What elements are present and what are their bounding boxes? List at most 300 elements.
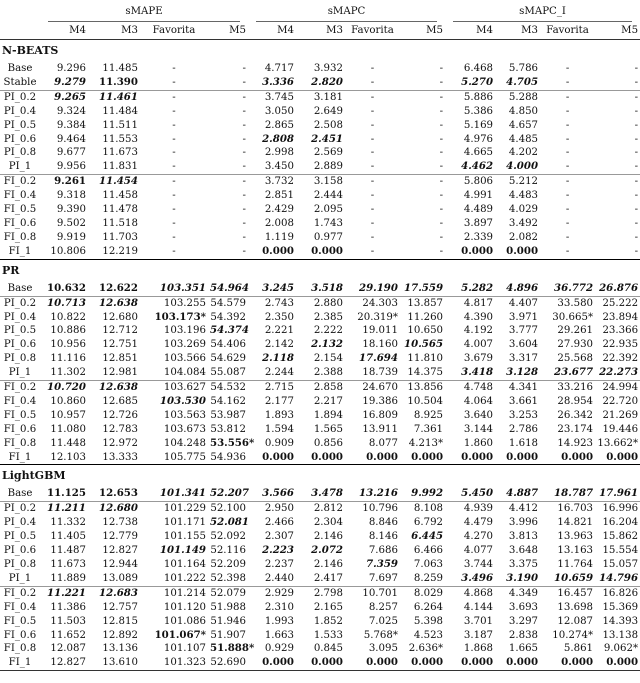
value-cell: 52.207 [210, 487, 249, 500]
value-cell: 13.333 [102, 451, 138, 463]
value-cell: 12.087 [50, 643, 86, 655]
value-cell: 0.000 [445, 656, 495, 670]
value-cell: 54.532 [208, 381, 248, 395]
value-cell: 0.000 [561, 450, 594, 463]
row-label: PI_0.2 [0, 296, 40, 310]
value-cell: 103.269 [163, 339, 206, 351]
value-cell: 2.095 [313, 204, 343, 216]
value-cell: 3.679 [463, 353, 494, 365]
value-cell: - [370, 217, 375, 229]
table-body [0, 40, 640, 671]
value-cell: 17.694 [359, 352, 398, 365]
value-cell: 2.222 [313, 325, 343, 337]
value-cell: 3.050 [264, 105, 294, 117]
value-cell: 3.144 [463, 423, 494, 435]
value-cell: 15.057 [602, 559, 639, 570]
row-label: FI_1 [0, 656, 40, 670]
value-cell: 2.417 [313, 572, 343, 584]
table-row [0, 544, 640, 558]
value-cell: - [565, 133, 570, 145]
value-cell: 12.103 [50, 451, 86, 463]
value-cell: 0.000 [262, 450, 294, 463]
value-cell: 2.838 [508, 629, 539, 641]
value-cell: 12.944 [102, 559, 138, 570]
group-label: sMAPE [48, 2, 240, 22]
value-cell: 12.685 [102, 395, 138, 407]
value-cell: 0.000 [506, 244, 539, 257]
value-cell: 13.138 [602, 629, 639, 641]
value-cell: 3.496 [461, 571, 494, 584]
value-cell: 8.259 [413, 572, 444, 584]
value-cell: 9.296 [56, 63, 86, 74]
value-cell: 21.269 [602, 409, 639, 421]
value-cell: - [565, 119, 570, 131]
value-cell: - [370, 119, 375, 131]
value-cell: 17.559 [404, 281, 444, 294]
value-cell: 103.673 [163, 423, 206, 435]
value-cell: 22.392 [602, 353, 639, 365]
value-cell: - [172, 190, 176, 202]
row-label: FI_0.5 [3, 204, 37, 216]
row-label: FI_0.5 [3, 615, 37, 627]
value-cell: 4.007 [463, 339, 494, 351]
table-row [0, 530, 640, 544]
value-cell: 0.845 [313, 643, 343, 655]
value-cell: 11.125 [47, 487, 86, 500]
value-cell: 2.998 [264, 147, 294, 159]
value-cell: - [634, 217, 639, 229]
value-cell: 4.462 [461, 160, 494, 173]
table-row [0, 146, 640, 160]
table-row [0, 487, 640, 501]
value-cell: 13.911 [362, 423, 398, 435]
value-cell: 3.897 [463, 217, 494, 229]
value-cell: 12.815 [102, 615, 138, 627]
value-cell: - [172, 76, 176, 88]
value-cell: - [242, 161, 246, 173]
value-cell: 12.827 [40, 656, 88, 670]
value-cell: 5.450 [461, 487, 494, 500]
value-cell: - [242, 245, 246, 257]
value-cell: - [172, 231, 176, 243]
value-cell: 7.359 [366, 558, 398, 570]
row-label: FI_0.2 [0, 586, 40, 600]
row-label: FI_1 [8, 451, 32, 463]
table-row [0, 629, 640, 643]
value-cell: 4.270 [463, 531, 494, 543]
table-row [0, 296, 640, 310]
table-row [0, 601, 640, 615]
value-cell: - [439, 217, 444, 229]
row-label: PI_0.6 [3, 133, 37, 145]
value-cell: 3.745 [248, 90, 296, 104]
value-cell: 11.461 [88, 90, 140, 104]
value-cell: 18.739 [362, 367, 398, 379]
group-header-smapc [248, 2, 445, 22]
table-row [0, 338, 640, 352]
value-cell: 10.860 [50, 395, 86, 407]
value-cell: 3.701 [463, 615, 494, 627]
value-cell: 12.751 [102, 339, 138, 351]
value-cell: - [172, 105, 176, 117]
value-cell: 7.025 [368, 615, 398, 627]
value-cell: 10.957 [50, 409, 86, 421]
value-cell: 3.648 [508, 545, 539, 557]
table-row [0, 133, 640, 147]
value-cell: 16.703 [540, 502, 595, 516]
value-cell: - [242, 204, 246, 216]
table-row [0, 160, 640, 174]
value-cell: - [172, 147, 176, 159]
value-cell: 15.554 [602, 545, 639, 557]
value-cell: 0.000 [461, 450, 494, 463]
value-cell: 4.523 [413, 629, 444, 641]
value-cell: 15.862 [602, 531, 639, 543]
value-cell: 51.907 [210, 629, 246, 641]
value-cell: 7.063 [413, 559, 444, 570]
value-cell: - [540, 175, 595, 189]
value-cell: 4.144 [463, 601, 494, 613]
value-cell: - [439, 105, 444, 117]
table-row [0, 642, 640, 656]
value-cell: - [345, 175, 400, 189]
value-cell: 54.406 [210, 339, 246, 351]
group-label: sMAPC [256, 2, 437, 22]
dataset-header-favorita: Favorita [140, 22, 208, 40]
value-cell: 103.563 [163, 409, 206, 421]
value-cell: 3.317 [508, 353, 539, 365]
value-cell: 11.485 [102, 63, 138, 74]
value-cell: 4.341 [495, 381, 540, 395]
row-label: PI_0.8 [3, 353, 37, 365]
value-cell: 3.375 [508, 559, 539, 570]
value-cell: 10.504 [407, 395, 444, 407]
value-cell: 11.764 [557, 559, 594, 570]
value-cell: 29.190 [359, 281, 398, 294]
value-cell: 4.064 [463, 395, 494, 407]
value-cell: 101.155 [163, 531, 206, 543]
value-cell: 2.072 [311, 544, 343, 557]
value-cell: 52.209 [210, 559, 246, 570]
value-cell: 53.812 [210, 423, 246, 435]
value-cell: - [439, 245, 444, 257]
value-cell: 2.820 [311, 75, 343, 88]
value-cell: 4.213* [408, 437, 444, 449]
value-cell: 2.146 [313, 531, 343, 543]
value-cell: 12.087 [557, 615, 594, 627]
dataset-header-m3: M3 [296, 22, 345, 40]
value-cell: 4.349 [495, 586, 540, 600]
value-cell: 16.809 [362, 409, 398, 421]
value-cell: 11.553 [102, 133, 138, 145]
value-cell: - [565, 204, 570, 216]
value-cell: 2.451 [311, 132, 343, 145]
value-cell: 101.341 [159, 487, 206, 500]
group-header-smapc-i [445, 2, 640, 22]
value-cell: 1.119 [264, 231, 294, 243]
row-label: FI_0.6 [3, 217, 37, 229]
corner-cell [0, 2, 40, 22]
value-cell: 4.887 [506, 487, 539, 500]
value-cell: 9.261 [40, 175, 88, 189]
value-cell: 104.248 [163, 437, 206, 449]
value-cell: 11.810 [407, 353, 444, 365]
value-cell: 0.000 [606, 450, 639, 463]
value-cell: - [634, 204, 639, 216]
value-cell: 3.518 [311, 281, 343, 294]
value-cell: 9.324 [56, 105, 86, 117]
value-cell: 2.743 [248, 296, 296, 310]
table-row [0, 381, 640, 395]
section-title: LightGBM [0, 465, 640, 488]
value-cell: 23.894 [602, 311, 639, 323]
value-cell: 101.171 [163, 517, 206, 529]
value-cell: 2.715 [248, 381, 296, 395]
table-row [0, 245, 640, 259]
value-cell: 4.077 [463, 545, 494, 557]
row-label: FI_0.5 [3, 409, 37, 421]
corner-cell [0, 22, 40, 40]
value-cell: - [370, 161, 375, 173]
value-cell: 3.744 [463, 559, 494, 570]
value-cell: 2.812 [296, 502, 345, 516]
value-cell: 0.000 [400, 656, 445, 670]
value-cell: 2.429 [264, 204, 294, 216]
value-cell: 5.270 [461, 75, 494, 88]
value-cell: - [595, 175, 640, 189]
table-row [0, 217, 640, 231]
value-cell: 52.100 [208, 502, 248, 516]
value-cell: 22.720 [602, 395, 639, 407]
value-cell: 4.407 [495, 296, 540, 310]
value-cell: - [208, 90, 248, 104]
value-cell: 4.390 [463, 311, 494, 323]
table-row [0, 189, 640, 203]
value-cell: 11.386 [50, 601, 86, 613]
value-cell: 22.273 [599, 366, 639, 379]
value-cell: 103.196 [163, 325, 206, 337]
value-cell: 2.350 [264, 311, 294, 323]
value-cell: - [242, 231, 246, 243]
row-label: Stable [3, 76, 37, 88]
value-cell: 52.081 [210, 516, 249, 529]
value-cell: 6.468 [463, 63, 494, 74]
row-label: PI_0.5 [3, 119, 37, 131]
value-cell: 13.610 [88, 656, 140, 670]
value-cell: 2.177 [264, 395, 294, 407]
row-label: PI_0.4 [3, 105, 37, 117]
value-cell: 4.896 [506, 281, 539, 294]
value-cell: 2.649 [313, 105, 343, 117]
value-cell: 2.786 [508, 423, 539, 435]
table-row [0, 409, 640, 423]
value-cell: 3.181 [296, 90, 345, 104]
value-cell: 16.996 [595, 502, 640, 516]
value-cell: - [172, 204, 176, 216]
value-cell: 12.851 [102, 353, 138, 365]
value-cell: - [634, 245, 639, 257]
value-cell: - [400, 90, 445, 104]
table-row [0, 311, 640, 325]
table-row [0, 451, 640, 465]
value-cell: 12.622 [99, 281, 138, 294]
section-header-row [0, 40, 640, 63]
value-cell: 33.580 [540, 296, 595, 310]
value-cell: 1.665 [508, 643, 539, 655]
value-cell: 4.976 [463, 133, 494, 145]
value-cell: 11.454 [88, 175, 140, 189]
value-cell: 10.713 [40, 296, 88, 310]
value-cell: - [565, 147, 570, 159]
value-cell: - [634, 105, 639, 117]
value-cell: 16.826 [595, 586, 640, 600]
value-cell: 0.000 [262, 244, 294, 257]
value-cell: 101.229 [140, 502, 208, 516]
table-row [0, 62, 640, 76]
value-cell: - [242, 63, 246, 74]
value-cell: 25.568 [557, 353, 594, 365]
value-cell: 14.393 [602, 615, 639, 627]
value-cell: 3.732 [248, 175, 296, 189]
value-cell: 2.304 [313, 517, 343, 529]
value-cell: 2.339 [463, 231, 494, 243]
value-cell: 4.485 [508, 133, 539, 145]
value-cell: 13.963 [557, 531, 594, 543]
value-cell: 3.604 [508, 339, 539, 351]
value-cell: 3.297 [508, 615, 539, 627]
row-label: PI_0.8 [3, 559, 37, 570]
value-cell: - [439, 63, 444, 74]
value-cell: 8.146 [368, 531, 398, 543]
value-cell: 9.265 [40, 90, 88, 104]
value-cell: 11.221 [40, 586, 88, 600]
dataset-header-m4: M4 [445, 22, 495, 40]
dataset-header-m3: M3 [88, 22, 140, 40]
value-cell: - [540, 90, 595, 104]
value-cell: 0.977 [313, 231, 343, 243]
value-cell: 2.244 [264, 367, 294, 379]
value-cell: 10.565 [404, 338, 444, 351]
value-cell: 11.484 [102, 105, 138, 117]
value-cell: 103.627 [140, 381, 208, 395]
value-cell: 12.219 [102, 245, 138, 257]
value-cell: 4.939 [445, 502, 495, 516]
value-cell: - [565, 190, 570, 202]
results-table [0, 2, 640, 671]
value-cell: 1.618 [508, 437, 539, 449]
value-cell: 54.964 [210, 281, 249, 294]
value-cell: 23.366 [602, 325, 639, 337]
value-cell: - [172, 133, 176, 145]
value-cell: - [439, 133, 444, 145]
value-cell: 8.925 [413, 409, 444, 421]
value-cell: - [634, 63, 639, 74]
value-cell: 11.673 [102, 147, 138, 159]
value-cell: 11.332 [50, 517, 86, 529]
value-cell: 8.029 [400, 586, 445, 600]
value-cell: 11.652 [50, 629, 86, 641]
table-row [0, 203, 640, 217]
value-cell: 12.683 [88, 586, 140, 600]
value-cell: 2.880 [296, 296, 345, 310]
value-cell: 101.149 [159, 544, 206, 557]
row-label: PI_0.6 [3, 339, 37, 351]
value-cell: 2.636* [408, 643, 444, 655]
value-cell: 1.533 [313, 629, 343, 641]
value-cell: 0.000 [495, 656, 540, 670]
value-cell: 103.566 [163, 353, 206, 365]
value-cell: 9.502 [56, 217, 86, 229]
value-cell: 3.661 [508, 395, 539, 407]
dataset-header-favorita: Favorita [540, 22, 595, 40]
value-cell: - [565, 105, 570, 117]
value-cell: - [565, 161, 570, 173]
value-cell: 10.632 [47, 281, 86, 294]
group-label: sMAPC_I [453, 2, 632, 22]
value-cell: 9.956 [56, 161, 86, 173]
value-cell: 2.865 [264, 119, 294, 131]
value-cell: - [400, 175, 445, 189]
dataset-header-favorita: Favorita [345, 22, 400, 40]
value-cell: 4.868 [445, 586, 495, 600]
dataset-header-m4: M4 [40, 22, 88, 40]
value-cell: 12.757 [102, 601, 138, 613]
value-cell: 10.650 [407, 325, 444, 337]
value-cell: 8.108 [400, 502, 445, 516]
value-cell: 23.174 [557, 423, 594, 435]
value-cell: 51.888* [210, 642, 255, 655]
value-cell: 8.257 [368, 601, 398, 613]
dataset-header-m5: M5 [208, 22, 248, 40]
value-cell: - [172, 245, 176, 257]
value-cell: 11.503 [50, 615, 86, 627]
value-cell: - [565, 245, 570, 257]
value-cell: - [242, 133, 246, 145]
value-cell: 18.160 [362, 339, 398, 351]
table-row [0, 615, 640, 629]
table-row [0, 572, 640, 586]
value-cell: 2.154 [313, 353, 343, 365]
value-cell: 10.701 [345, 586, 400, 600]
value-cell: 29.261 [557, 325, 594, 337]
row-label: Base [7, 488, 33, 500]
value-cell: - [172, 63, 176, 74]
value-cell: 0.000 [411, 450, 444, 463]
value-cell: 3.336 [262, 75, 294, 88]
row-label: FI_0.4 [3, 601, 37, 613]
row-label: FI_0.6 [3, 629, 37, 641]
value-cell: 12.892 [102, 629, 138, 641]
value-cell: - [565, 63, 570, 74]
value-cell: 10.822 [50, 311, 86, 323]
value-cell: - [370, 231, 375, 243]
value-cell: 11.458 [102, 190, 138, 202]
value-cell: 3.932 [313, 63, 343, 74]
value-cell: 3.245 [262, 281, 294, 294]
value-cell: 2.508 [313, 119, 343, 131]
value-cell: - [242, 190, 246, 202]
value-cell: 2.221 [264, 325, 294, 337]
value-cell: 1.565 [313, 423, 343, 435]
value-cell: 2.307 [264, 531, 294, 543]
value-cell: 5.282 [461, 281, 494, 294]
value-cell: 5.288 [495, 90, 540, 104]
value-cell: - [172, 161, 176, 173]
value-cell: 12.783 [102, 423, 138, 435]
value-cell: 13.698 [557, 601, 594, 613]
value-cell: 3.095 [368, 643, 398, 655]
value-cell: - [242, 119, 246, 131]
